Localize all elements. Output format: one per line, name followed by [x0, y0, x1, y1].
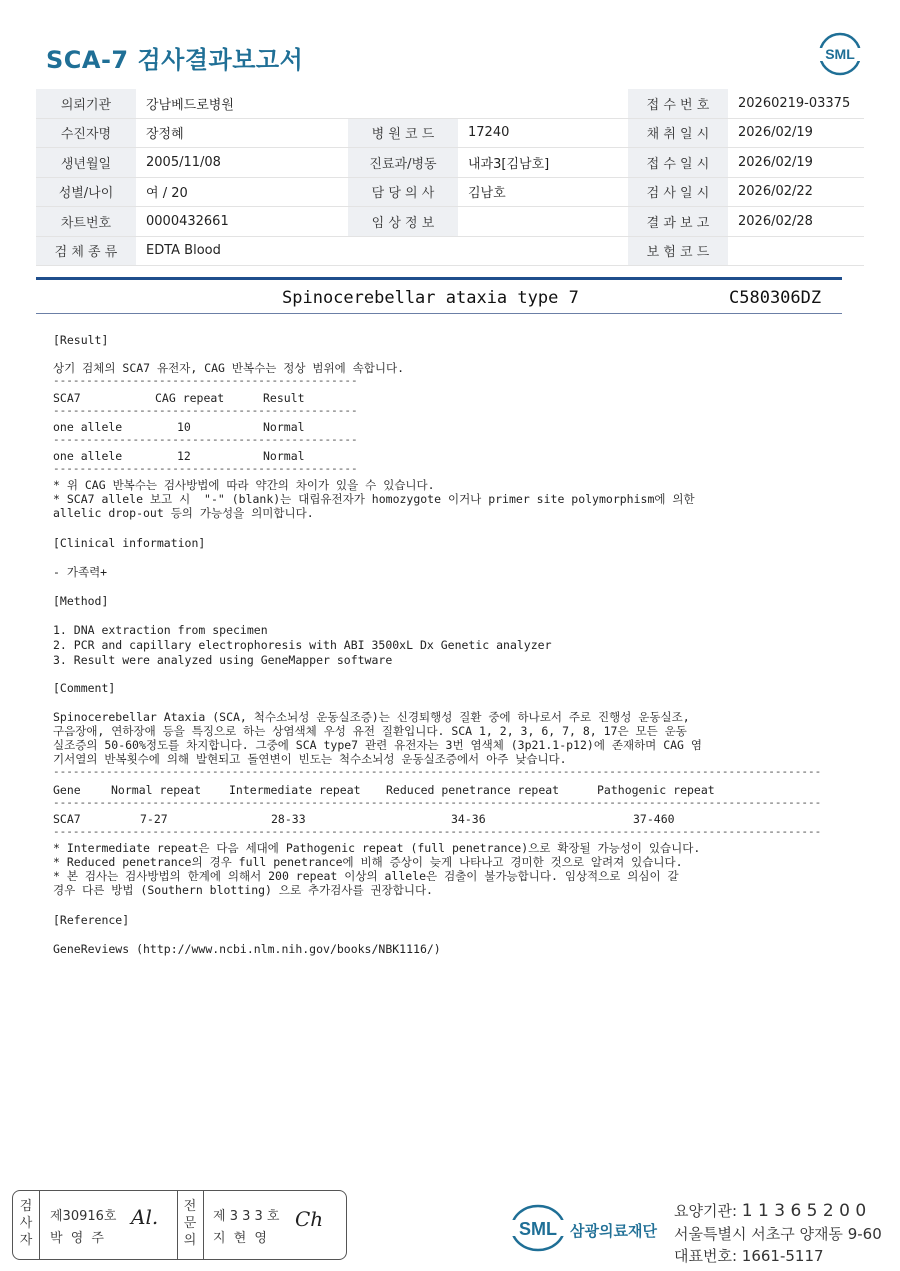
comment-note: * Intermediate repeat은 다음 세대에 Pathogenic repeat (full penetrance)으로 확장될 가능성이 있습니다. [53, 841, 701, 855]
clinical-text: - 가족력+ [53, 565, 108, 579]
info-label [348, 89, 458, 118]
signature-box [12, 1190, 347, 1260]
info-value: 내과3[김남호] [458, 148, 628, 178]
info-value: EDTA Blood [136, 236, 348, 266]
info-row [36, 89, 864, 118]
divider [39, 1191, 40, 1259]
divider: -------------------------------------------------------------------------------------------------------------------- [53, 825, 822, 838]
divider-bottom [36, 313, 842, 314]
result-note: * 위 CAG 반복수는 검사방법에 따라 약간의 차이가 있을 수 있습니다. [53, 478, 435, 492]
table-cell: 28-33 [271, 812, 306, 826]
col-header: Normal repeat [111, 783, 202, 797]
result-note: allelic drop-out 등의 가능성을 의미합니다. [53, 506, 314, 520]
result-heading: [Result] [53, 333, 109, 347]
info-value: 2026/02/19 [728, 148, 864, 178]
table-cell: 37-460 [633, 812, 675, 826]
divider [203, 1191, 204, 1259]
info-value [458, 89, 628, 118]
info-value: 2026/02/22 [728, 177, 864, 207]
comment-note: * 본 검사는 검사방법의 한계에 의해서 200 repeat 이상의 allele은 검출이 불가능합니다. 임상적으로 의심이 갈 [53, 869, 679, 883]
table-cell: 12 [177, 449, 191, 463]
table-cell: Normal [263, 449, 305, 463]
info-value [458, 207, 628, 237]
info-value: 강남베드로병원 [136, 89, 348, 118]
institution-code [674, 1200, 866, 1221]
col-header: Result [263, 391, 305, 405]
info-label: 차트번호 [36, 207, 136, 237]
info-label: 검 체 종 류 [36, 236, 136, 266]
info-label: 결 과 보 고 [628, 207, 728, 237]
table-cell: SCA7 [53, 812, 81, 826]
comment-line: 실조증의 50-60%정도를 차지합니다. 그중에 SCA type7 관련 유전자는 3번 염색체 (3p21.1-p12)에 존재하며 CAG 염 [53, 738, 703, 752]
divider: ---------------------------------------------- [53, 374, 358, 387]
info-value: 2005/11/08 [136, 148, 348, 178]
method-line: 1. DNA extraction from specimen [53, 623, 268, 637]
info-value [728, 236, 864, 266]
comment-line: Spinocerebellar Ataxia (SCA, 척수소뇌성 운동실조증)는 신경퇴행성 질환 중에 하나로서 주로 진행성 운동실조, [53, 710, 690, 724]
col-header: Gene [53, 783, 81, 797]
col-header: SCA7 [53, 391, 81, 405]
info-value: 2026/02/28 [728, 207, 864, 237]
table-cell: one allele [53, 449, 123, 463]
info-value: 김남호 [458, 177, 628, 207]
method-line: 2. PCR and capillary electrophoresis with ABI 3500xL Dx Genetic analyzer [53, 638, 552, 652]
method-heading: [Method] [53, 594, 109, 608]
divider: -------------------------------------------------------------------------------------------------------------------- [53, 796, 822, 809]
svg-text:SML: SML [825, 46, 855, 62]
info-row [36, 207, 864, 237]
clinical-heading: [Clinical information] [53, 536, 206, 550]
info-value: 장정혜 [136, 118, 348, 148]
sml-logo-icon [510, 1203, 570, 1253]
code-label: 요양기관: [674, 1202, 738, 1220]
specialist-name: 지 현 영 [213, 1231, 269, 1246]
info-label: 수진자명 [36, 118, 136, 148]
svg-text:SML: SML [519, 1219, 557, 1239]
address: 서울특별시 서초구 양재동 9-60 [674, 1225, 882, 1243]
test-name: Spinocerebellar ataxia type 7 [282, 288, 579, 308]
examiner-name: 박 영 주 [50, 1231, 106, 1246]
result-note: * SCA7 allele 보고 시 "-" (blank)는 대립유전자가 homozygote 이거나 primer site polymorphism에 의한 [53, 492, 695, 506]
info-row [36, 236, 864, 266]
divider [177, 1191, 178, 1259]
info-label: 생년월일 [36, 148, 136, 178]
info-label: 접 수 번 호 [628, 89, 728, 118]
specialist-label: 전 문 의 [183, 1199, 197, 1248]
info-label: 의뢰기관 [36, 89, 136, 118]
table-cell: 7-27 [140, 812, 168, 826]
info-label: 담 당 의 사 [348, 177, 458, 207]
divider: ---------------------------------------------- [53, 462, 358, 475]
col-header: Intermediate repeat [229, 783, 361, 797]
phone-value: 1661-5117 [741, 1247, 824, 1265]
info-value [458, 236, 628, 266]
info-label: 성별/나이 [36, 177, 136, 207]
info-row [36, 148, 864, 178]
table-cell: Normal [263, 420, 305, 434]
info-value: 20260219-03375 [728, 89, 864, 118]
comment-line: 기서열의 반복횟수에 의해 발현되고 돌연변이 빈도는 척수소뇌성 운동실조증에서 아주 낮습니다. [53, 752, 567, 766]
test-code: C580306DZ [729, 288, 822, 308]
reference-text: GeneReviews (http://www.ncbi.nlm.nih.gov/books/NBK1116/) [53, 942, 441, 956]
info-label: 병 원 코 드 [348, 118, 458, 148]
info-label: 임 상 정 보 [348, 207, 458, 237]
col-header: CAG repeat [155, 391, 225, 405]
specialist-signature: Ch [295, 1207, 324, 1231]
table-cell: 10 [177, 420, 191, 434]
info-row [36, 118, 864, 148]
patient-info-table [36, 89, 864, 266]
comment-line: 구음장애, 연하장애 등을 특징으로 하는 상염색체 우성 유전 질환입니다. SCA 1, 2, 3, 6, 7, 8, 17은 모든 운동 [53, 724, 687, 738]
table-cell: one allele [53, 420, 123, 434]
comment-heading: [Comment] [53, 681, 116, 695]
org-name: 삼광의료재단 [570, 1222, 657, 1240]
reference-heading: [Reference] [53, 913, 130, 927]
info-label: 접 수 일 시 [628, 148, 728, 178]
info-label [348, 236, 458, 266]
result-summary: 상기 검체의 SCA7 유전자, CAG 반복수는 정상 범위에 속합니다. [53, 361, 404, 375]
info-value: 2026/02/19 [728, 118, 864, 148]
report-title: SCA-7 검사결과보고서 [46, 46, 304, 74]
divider: ---------------------------------------------- [53, 404, 358, 417]
info-label: 진료과/병동 [348, 148, 458, 178]
divider-top [36, 277, 842, 280]
info-value: 0000432661 [136, 207, 348, 237]
comment-note: 경우 다른 방법 (Southern blotting) 으로 추가검사를 권장합니다. [53, 883, 433, 897]
divider: -------------------------------------------------------------------------------------------------------------------- [53, 765, 822, 778]
code-value: 1 1 3 6 5 2 0 0 [741, 1201, 867, 1221]
info-label: 보 험 코 드 [628, 236, 728, 266]
divider: ---------------------------------------------- [53, 433, 358, 446]
col-header: Reduced penetrance repeat [386, 783, 560, 797]
examiner-label: 검 사 자 [19, 1199, 33, 1248]
col-header: Pathogenic repeat [597, 783, 715, 797]
info-label: 채 취 일 시 [628, 118, 728, 148]
examiner-license: 제30916호 [50, 1209, 117, 1224]
info-value: 17240 [458, 118, 628, 148]
phone [674, 1245, 824, 1266]
examiner-signature: Al. [131, 1205, 159, 1229]
comment-note: * Reduced penetrance의 경우 full penetrance에 비해 증상이 늦게 나타나고 경미한 것으로 알려져 있습니다. [53, 855, 683, 869]
table-cell: 34-36 [451, 812, 486, 826]
phone-label: 대표번호: [674, 1247, 738, 1265]
info-value: 여 / 20 [136, 177, 348, 207]
info-label: 검 사 일 시 [628, 177, 728, 207]
sml-logo-icon [818, 32, 862, 76]
specialist-license: 제 3 3 3 호 [213, 1209, 280, 1224]
method-line: 3. Result were analyzed using GeneMapper software [53, 653, 393, 667]
info-row [36, 177, 864, 207]
